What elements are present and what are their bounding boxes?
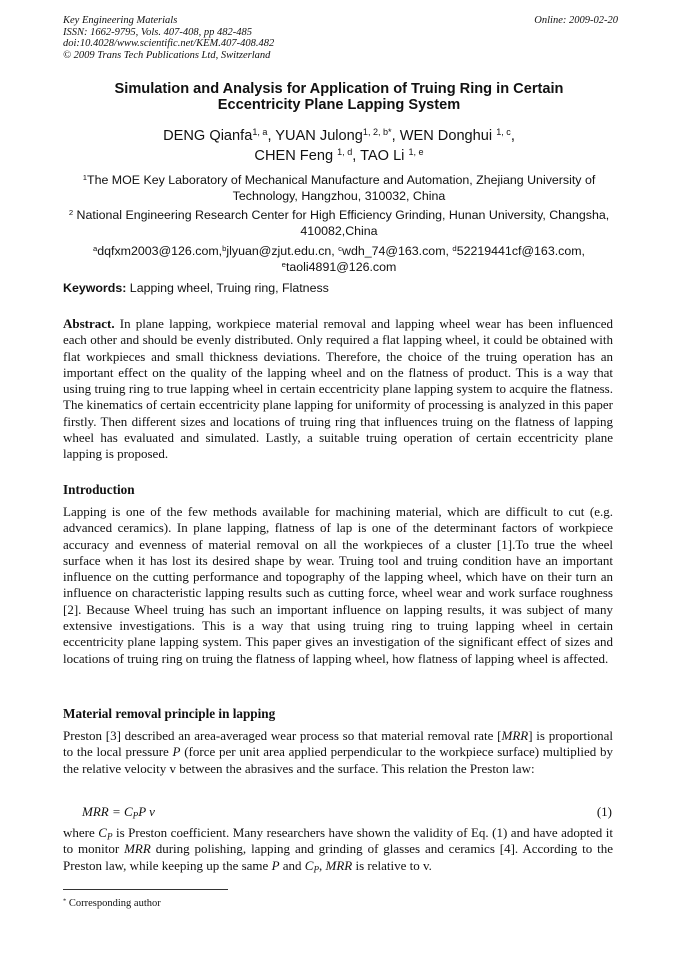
affiliation-text: 410082,China (300, 224, 378, 238)
journal-name: Key Engineering Materials (63, 15, 178, 26)
where-paragraph (63, 825, 613, 874)
equation-1 (82, 804, 612, 820)
footnote (63, 898, 161, 909)
equation-lhs: MRR = C (82, 804, 133, 819)
email-mark: e (281, 259, 286, 269)
doi-line: doi:10.4028/www.scientific.net/KEM.407-408.482 (63, 38, 275, 49)
online-date: Online: 2009-02-20 (534, 15, 618, 26)
author-name: YUAN Julong (275, 128, 363, 144)
author-name: WEN Donghui (399, 128, 497, 144)
footnote-text: Corresponding author (66, 898, 161, 909)
author-separator: , (352, 148, 361, 164)
symbol-subscript: P (106, 831, 113, 842)
copyright-line: © 2009 Trans Tech Publications Ltd, Switzerland (63, 49, 271, 61)
symbol-p: P (271, 857, 280, 873)
author-separator: , (510, 128, 515, 144)
keywords (63, 281, 329, 295)
footnote-divider (63, 889, 228, 890)
author-name: CHEN Feng (254, 148, 338, 164)
paragraph-text: , (319, 857, 326, 873)
paper-title (63, 81, 615, 113)
author-name: TAO Li (360, 148, 409, 164)
title-line-1: Simulation and Analysis for Application of Truing Ring in Certain (114, 81, 564, 97)
symbol-mrr: MRR (501, 728, 529, 743)
equation-rhs: P v (138, 804, 155, 819)
section-heading-material-removal: Material removal principle in lapping (63, 706, 276, 721)
email-mark: a (92, 243, 98, 253)
equation-number: (1) (596, 804, 612, 819)
section-heading-introduction: Introduction (63, 482, 135, 497)
journal-header (63, 15, 618, 61)
author-separator: , (391, 128, 400, 144)
email-address: wdh_74@163.com, (342, 244, 453, 258)
footnote-mark: * (63, 897, 67, 905)
email-address: dqfxm2003@126.com, (97, 244, 223, 258)
affiliation-mark: 2 (68, 207, 74, 217)
paragraph-text: is relative to v. (352, 857, 432, 873)
author-name: DENG Qianfa (163, 128, 253, 144)
author-affil-mark: 1, a (252, 127, 268, 138)
paragraph-text: (force per unit area applied perpendicular to the workpiece surface) multiplied by the relative velocity v between the abrasives and the surface. This relation the Preston law: (63, 744, 613, 776)
abstract-text: In plane lapping, workpiece material removal and lapping wheel wear has been influenced each other and should be evenly distributed. Only required a flat lapping wheel, it could be obtained with flat workpieces and small thickness deviations. Therefore, the choice of the truing operation has an important effect on the quality of the lapping wheel and on the flatness of product. This is a way that using truing ring to true lapping wheel in certain eccentricity plane lapping system to acquire the flatness. The kinematics of certain eccentricity plane lapping for uniformity of processing is analyzed in this paper firstly. Then different sizes and locations of truing ring that influences truing on the flatness of lapping wheel has evaluated and simulated. Lastly, a suitable truing operation of certain eccentricity plane lapping is proposed. (63, 316, 613, 462)
symbol-p: P (172, 744, 181, 760)
affiliation-text: Technology, Hangzhou, 310032, China (232, 189, 446, 203)
email-address: jlyuan@zjut.edu.cn, (226, 244, 339, 258)
paragraph-text: where (63, 825, 99, 840)
paragraph-text: and (279, 857, 305, 873)
paragraph-text: is Preston coefficient. Many researchers have shown the validity of Eq. (1) and have adopted it to monitor (63, 825, 613, 857)
affiliation-1 (63, 172, 615, 204)
introduction-paragraph: Lapping is one of the few methods available for machining material, which are difficult to cut (e.g. advanced ceramics). In plane lapping, flatness of lap is one of the determinant factors of workpiece accuracy and evenness of material removal on all the workpieces of a cluster [1].To true the wheel surface when it has lost its desired shape by wear. Truing tool and truing condition have an important influence on the cutting performance and topography of the lapping wheel, which have on their turn an influence on characteristic lapping results such as cutting force, wheel wear and work surface roughness [2]. Because Wheel truing has such an important influence on lapping results, it was subject of many extensive investigations. This is a way that using truing ring to truing lapping wheel in certain eccentricity plane lapping system. This paper gives an investigation of the significant effect of sizes and locations of truing ring on truing the flatness of lapping wheel, how flatness of lapping wheel is affected. (63, 504, 613, 666)
author-affil-mark: 1, c (496, 127, 511, 138)
affiliation-mark: 1 (82, 172, 87, 182)
email-mark: c (338, 243, 343, 253)
email-list (63, 243, 615, 275)
symbol-mrr: MRR (325, 857, 353, 873)
keywords-label: Keywords: (63, 281, 127, 295)
symbol-c: C (98, 825, 107, 840)
author-list (63, 126, 615, 166)
abstract-label: Abstract. (63, 316, 115, 331)
email-mark: b (222, 243, 227, 253)
author-affil-mark: 1, e (408, 147, 424, 158)
abstract-paragraph (63, 316, 613, 463)
equation-subscript: P (132, 810, 139, 821)
issn-line: ISSN: 1662-9795, Vols. 407-408, pp 482-485 (63, 26, 252, 38)
paragraph-text: Preston [3] described an area-averaged wear process so that material removal rate [ (63, 728, 502, 743)
affiliation-text: National Engineering Research Center for High Efficiency Grinding, Hunan University, Changsha, (73, 208, 610, 222)
symbol-c: C (304, 857, 314, 873)
symbol-mrr: MRR (124, 841, 151, 857)
author-separator: , (267, 128, 276, 144)
symbol-subscript: P (313, 863, 320, 874)
email-address: 52219441cf@163.com, (456, 244, 585, 258)
email-mark: d (452, 243, 457, 253)
author-affil-mark: 1, d (337, 147, 353, 158)
paragraph-text: ] is proportional to the local pressure (63, 728, 613, 760)
author-affil-mark: 1, 2, b* (362, 127, 392, 138)
paragraph-text: during polishing, lapping and grinding of glasses and ceramics [4]. According to the Preston law, while keeping up the same (63, 841, 614, 873)
affiliation-text: The MOE Key Laboratory of Mechanical Manufacture and Automation, Zhejiang University of (87, 173, 596, 187)
email-address: taoli4891@126.com (285, 260, 397, 274)
preston-paragraph (63, 728, 613, 777)
title-line-2: Eccentricity Plane Lapping System (217, 97, 461, 113)
affiliation-2 (63, 207, 615, 239)
keywords-text: Lapping wheel, Truing ring, Flatness (126, 281, 329, 295)
